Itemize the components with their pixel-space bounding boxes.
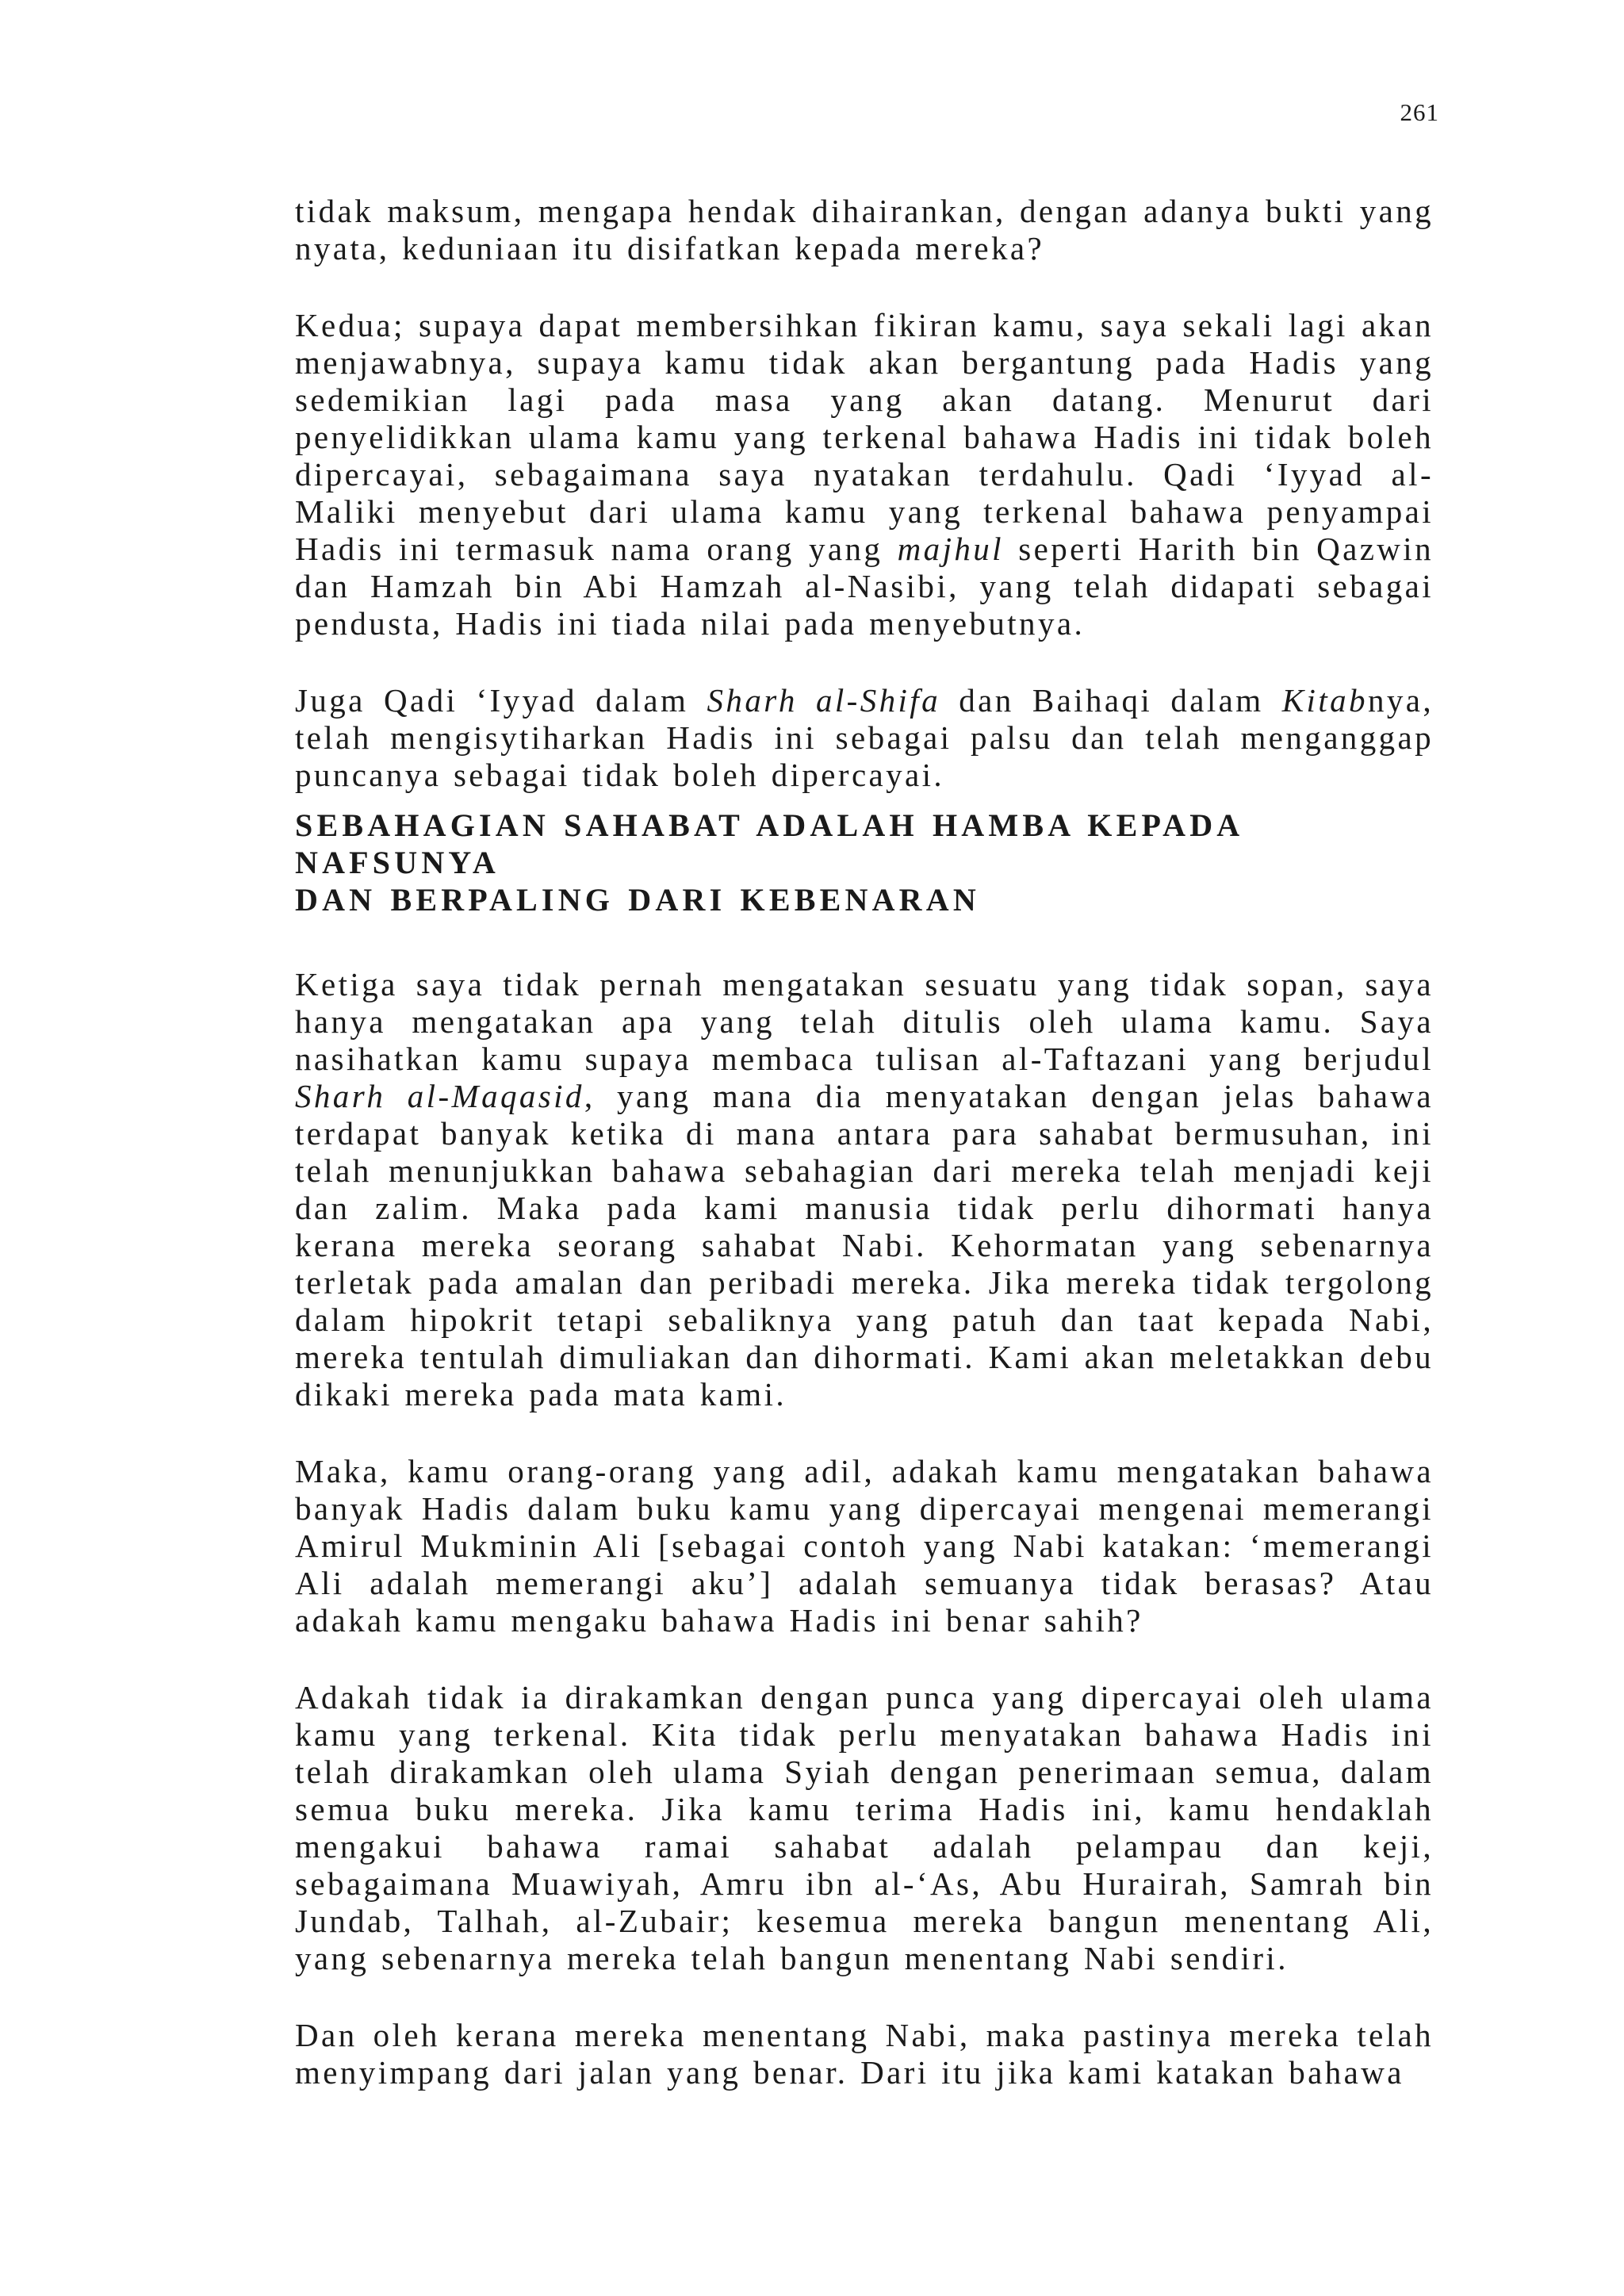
paragraph — [295, 307, 1434, 642]
section-heading-line-1: SEBAHAGIAN SAHABAT ADALAH HAMBA KEPADA NAFSUNYA — [295, 807, 1243, 880]
italic-text: Sharh al-Maqasid — [295, 1078, 584, 1114]
text-segment: Kedua; supaya dapat membersihkan fikiran kamu, saya sekali lagi akan menjawabnya, supaya kamu tidak akan bergantung pada Hadis yang sedemikian lagi pada masa yang akan datang. Menurut dari penyelidikkan ulama kamu yang terkenal bahawa Hadis ini tidak boleh dipercayai, sebagaimana saya nyatakan terdahulu. Qadi ‘Iyyad al-Maliki menyebut dari ulama kamu yang terkenal bahawa penyampai Hadis ini termasuk nama orang yang — [295, 307, 1434, 567]
text-segment: tidak maksum, mengapa hendak dihairankan, dengan adanya bukti yang nyata, keduniaan itu disifatkan kepada mereka? — [295, 193, 1434, 266]
text-segment: dan Baihaqi dalam — [940, 682, 1282, 719]
text-segment: Ketiga saya tidak pernah mengatakan sesuatu yang tidak sopan, saya hanya mengatakan apa yang telah ditulis oleh ulama kamu. Saya nasihatkan kamu supaya membaca tulisan al-Taftazani yang berjudul — [295, 966, 1434, 1077]
paragraph — [295, 193, 1434, 267]
text-segment: Juga Qadi ‘Iyyad dalam — [295, 682, 707, 719]
intro-paragraphs — [295, 193, 1434, 794]
italic-text: Kitab — [1281, 682, 1368, 719]
section-heading-line-2: DAN BERPALING DARI KEBENARAN — [295, 882, 980, 918]
document-body — [295, 193, 1434, 2091]
text-segment: Adakah tidak ia dirakamkan dengan punca yang dipercayai oleh ulama kamu yang terkenal. Kita tidak perlu menyatakan bahawa Hadis ini telah dirakamkan oleh ulama Syiah dengan penerimaan semua, dalam semua buku mereka. Jika kamu terima Hadis ini, kamu hendaklah mengakui bahawa ramai sahabat adalah pelampau dan keji, sebagaimana Muawiyah, Amru ibn al-‘As, Abu Hurairah, Samrah bin Jundab, Talhah, al-Zubair; kesemua mereka bangun menentang Ali, yang sebenarnya mereka telah bangun menentang Nabi sendiri. — [295, 1679, 1434, 1976]
text-segment: nya, telah mengisytiharkan Hadis ini sebagai palsu dan telah menganggap puncanya sebagai tidak boleh dipercayai. — [295, 682, 1434, 793]
italic-text: majhul — [897, 531, 1004, 567]
section-heading — [295, 807, 1434, 918]
paragraph — [295, 1453, 1434, 1639]
paragraph — [295, 1679, 1434, 1977]
italic-text: Sharh al-Shifa — [707, 682, 940, 719]
paragraph — [295, 682, 1434, 794]
paragraph — [295, 966, 1434, 1413]
text-segment: seperti Harith bin Qazwin dan Hamzah bin Abi Hamzah al-Nasibi, yang telah didapati sebagai pendusta, Hadis ini tiada nilai pada menyebutnya. — [295, 531, 1434, 642]
text-segment: Maka, kamu orang-orang yang adil, adakah kamu mengatakan bahawa banyak Hadis dalam buku kamu yang dipercayai mengenai memerangi Amirul Mukminin Ali [sebagai contoh yang Nabi katakan: ‘memerangi Ali adalah memerangi aku’] adalah semuanya tidak berasas? Atau adakah kamu mengaku bahawa Hadis ini benar sahih? — [295, 1453, 1434, 1639]
paragraph — [295, 2017, 1434, 2091]
text-segment: , yang mana dia menyatakan dengan jelas bahawa terdapat banyak ketika di mana antara para sahabat bermusuhan, ini telah menunjukkan bahawa sebahagian dari mereka telah menjadi keji dan zalim. Maka pada kami manusia tidak perlu dihormati hanya kerana mereka seorang sahabat Nabi. Kehormatan yang sebenarnya terletak pada amalan dan peribadi mereka. Jika mereka tidak tergolong dalam hipokrit tetapi sebaliknya yang patuh dan taat kepada Nabi, mereka tentulah dimuliakan dan dihormati. Kami akan meletakkan debu dikaki mereka pada mata kami. — [295, 1078, 1434, 1412]
page-number: 261 — [1400, 98, 1439, 126]
text-segment: Dan oleh kerana mereka menentang Nabi, maka pastinya mereka telah menyimpang dari jalan yang benar. Dari itu jika kami katakan bahawa — [295, 2017, 1434, 2091]
section-paragraphs — [295, 966, 1434, 2091]
